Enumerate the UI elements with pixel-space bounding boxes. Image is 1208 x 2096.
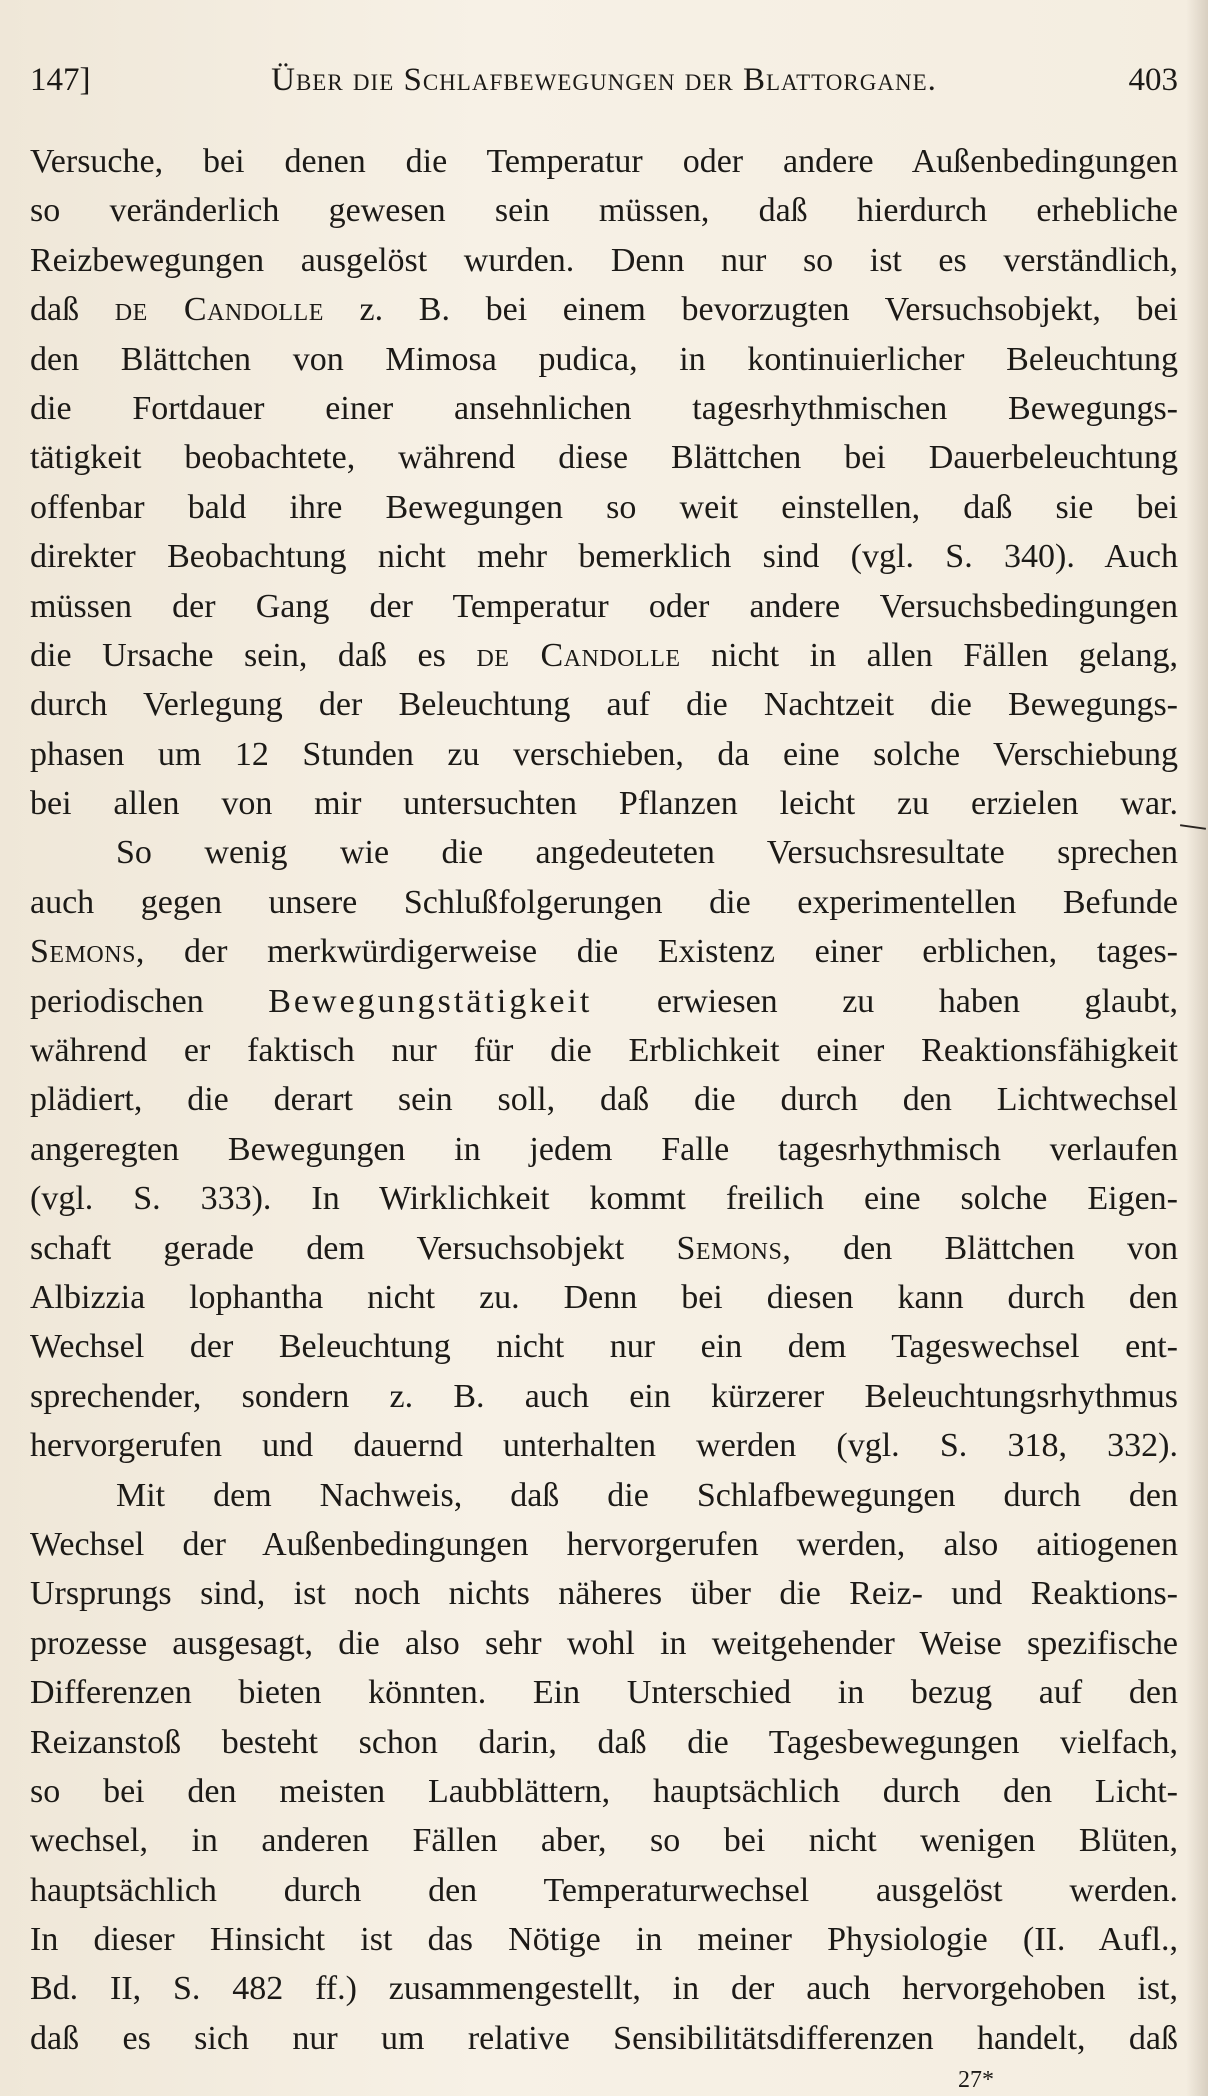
text-line bbox=[30, 631, 1178, 680]
text-line: so bei den meisten Laubblättern, hauptsächlich durch den Licht- bbox=[30, 1772, 1178, 1810]
text-line: Ursprungs sind, ist noch nichts näheres über die Reiz- und Reaktions- bbox=[30, 1575, 1178, 1613]
header-section-number: 147] bbox=[30, 62, 91, 98]
text-span: periodischen bbox=[30, 982, 269, 1020]
text-line: Wechsel der Beleuchtung nicht nur ein dem Tageswechsel ent- bbox=[30, 1328, 1178, 1366]
text-span: , der merkwürdigerweise die Existenz einer erblichen, tages- bbox=[135, 933, 1178, 971]
text-line: prozesse ausgesagt, die also sehr wohl in weitgehender Weise spezifische bbox=[30, 1624, 1178, 1662]
text-line: So wenig wie die angedeuteten Versuchsresultate sprechen bbox=[116, 834, 1178, 872]
running-header bbox=[30, 58, 1178, 102]
text-line: Reizbewegungen ausgelöst wurden. Denn nur so ist es verständlich, bbox=[30, 241, 1178, 279]
author-name: Semons bbox=[30, 933, 136, 971]
author-name: de Candolle bbox=[476, 636, 681, 674]
page-number: 403 bbox=[1128, 62, 1178, 98]
text-line: müssen der Gang der Temperatur oder andere Versuchsbedingungen bbox=[30, 587, 1178, 625]
text-line: (vgl. S. 333). In Wirklichkeit kommt freilich eine solche Eigen- bbox=[30, 1180, 1178, 1218]
text-line: Bd. II, S. 482 ff.) zusammengestellt, in der auch hervorgehoben ist, bbox=[30, 1970, 1178, 2008]
text-line: durch Verlegung der Beleuchtung auf die Nachtzeit die Bewegungs- bbox=[30, 686, 1178, 724]
page-edge-shadow bbox=[1186, 0, 1208, 2096]
text-line: hauptsächlich durch den Temperaturwechsel ausgelöst werden. bbox=[30, 1871, 1178, 1909]
text-line: wechsel, in anderen Fällen aber, so bei nicht wenigen Blüten, bbox=[30, 1822, 1178, 1860]
text-line: angeregten Bewegungen in jedem Falle tagesrhythmisch verlaufen bbox=[30, 1130, 1178, 1168]
text-line: auch gegen unsere Schlußfolgerungen die experimentellen Befunde bbox=[30, 883, 1178, 921]
text-line bbox=[30, 977, 1178, 1026]
text-line: die Fortdauer einer ansehnlichen tagesrhythmischen Bewegungs- bbox=[30, 389, 1178, 427]
text-line: Albizzia lophantha nicht zu. Denn bei diesen kann durch den bbox=[30, 1278, 1178, 1316]
text-line: tätigkeit beobachtete, während diese Blättchen bei Dauerbeleuchtung bbox=[30, 439, 1178, 477]
text-line: Versuche, bei denen die Temperatur oder andere Außenbedingungen bbox=[30, 143, 1178, 180]
author-name: de Candolle bbox=[114, 291, 324, 329]
text-line bbox=[30, 927, 1178, 976]
text-span: schaft gerade dem Versuchsobjekt bbox=[30, 1229, 677, 1267]
paragraph-2 bbox=[30, 828, 1178, 1470]
text-span: z. B. bei einem bevorzugten Versuchsobjekt, bei bbox=[323, 291, 1178, 329]
text-span: erwiesen zu haben glaubt, bbox=[592, 982, 1178, 1020]
text-line: während er faktisch nur für die Erblichkeit einer Reaktionsfähigkeit bbox=[30, 1032, 1178, 1070]
text-line: offenbar bald ihre Bewegungen so weit einstellen, daß sie bei bbox=[30, 488, 1178, 526]
text-line: so veränderlich gewesen sein müssen, daß hierdurch erhebliche bbox=[30, 192, 1178, 230]
text-line bbox=[30, 285, 1178, 334]
text-line: Reizanstoß besteht schon darin, daß die Tagesbewegungen vielfach, bbox=[30, 1723, 1178, 1761]
text-span: , den Blättchen von bbox=[782, 1229, 1178, 1267]
author-name: Semons bbox=[676, 1229, 783, 1267]
text-line: In dieser Hinsicht ist das Nötige in meiner Physiologie (II. Aufl., bbox=[30, 1921, 1178, 1959]
text-line bbox=[30, 1224, 1178, 1273]
text-line: den Blättchen von Mimosa pudica, in kontinuierlicher Beleuchtung bbox=[30, 340, 1178, 378]
text-line: Mit dem Nachweis, daß die Schlafbewegungen durch den bbox=[116, 1476, 1178, 1514]
text-line: Wechsel der Außenbedingungen hervorgerufen werden, also aitiogenen bbox=[30, 1525, 1178, 1563]
text-line: daß es sich nur um relative Sensibilitätsdifferenzen handelt, daß bbox=[30, 2019, 1178, 2057]
header-title: Über die Schlafbewegungen der Blattorgane. bbox=[271, 62, 937, 98]
text-line: hervorgerufen und dauernd unterhalten werden (vgl. S. 318, 332). bbox=[30, 1427, 1178, 1465]
text-line: direkter Beobachtung nicht mehr bemerklich sind (vgl. S. 340). Auch bbox=[30, 538, 1178, 576]
paragraph-1 bbox=[30, 137, 1178, 828]
body-text bbox=[30, 137, 1178, 2063]
text-span: nicht in allen Fällen gelang, bbox=[680, 636, 1178, 674]
text-line: bei allen von mir untersuchten Pflanzen leicht zu erzielen war. bbox=[30, 785, 1178, 823]
text-line: phasen um 12 Stunden zu verschieben, da eine solche Verschiebung bbox=[30, 735, 1178, 773]
sheet-signature: 27* bbox=[958, 2067, 994, 2093]
text-span: daß bbox=[30, 291, 115, 329]
text-line: plädiert, die derart sein soll, daß die durch den Lichtwechsel bbox=[30, 1081, 1178, 1119]
text-line: sprechender, sondern z. B. auch ein kürzerer Beleuchtungsrhythmus bbox=[30, 1377, 1178, 1415]
emphasized-term: Bewegungstätigkeit bbox=[268, 982, 593, 1020]
text-span: die Ursache sein, daß es bbox=[30, 636, 477, 674]
text-line: Differenzen bieten könnten. Ein Unterschied in bezug auf den bbox=[30, 1674, 1178, 1712]
paragraph-3 bbox=[30, 1471, 1178, 2064]
